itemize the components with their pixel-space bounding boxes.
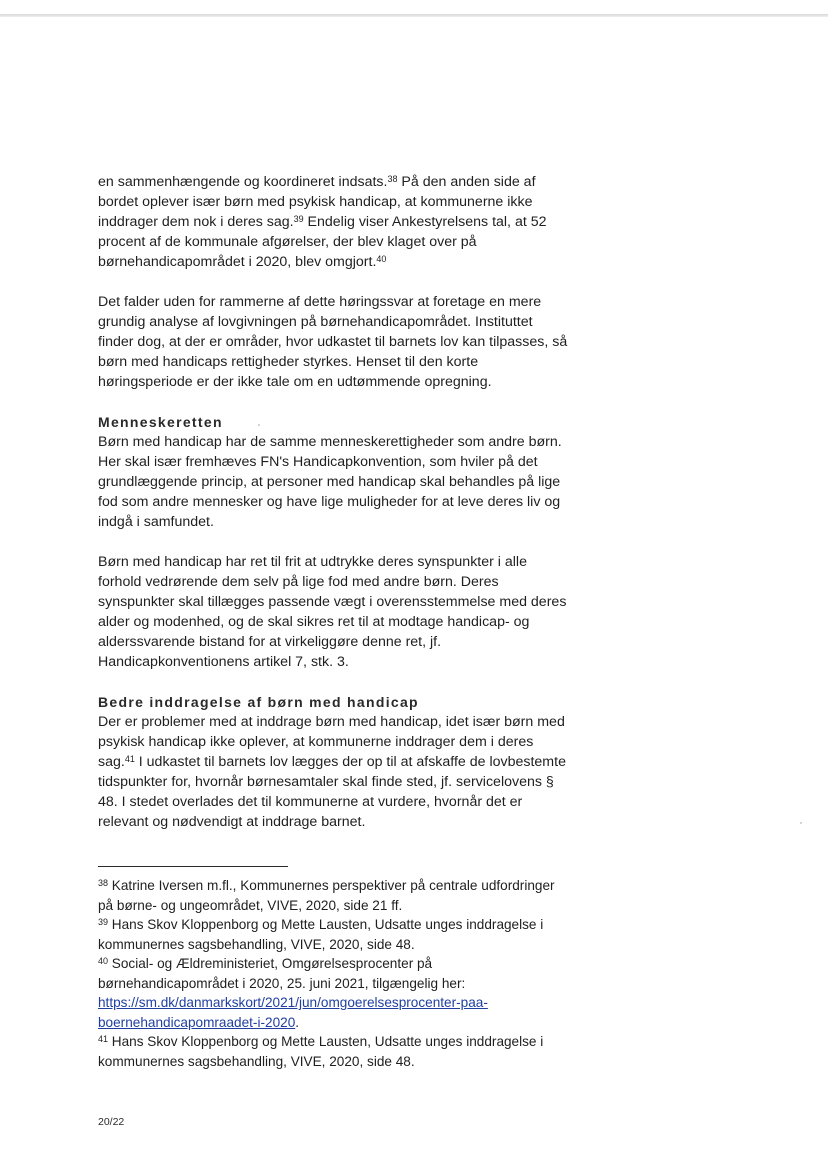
p5-text-b: I udkastet til barnets lov lægges der op til at afskaffe de lovbestemte tidspunkter for, hvornår børnesamtaler skal finde sted, jf. servicelovens § 48. I stedet overlades det til kommunerne at vurdere, hvornår det er relevant og nødvendigt at inddrage barnet. [98, 754, 566, 830]
footnote-text: Social- og Ældreministeriet, Omgørelsesprocenter på børnehandicapområdet i 2020, 25. juni 2021, tilgængelig her: [98, 956, 466, 991]
paragraph-4: Børn med handicap har ret til frit at udtrykke deres synspunkter i alle forhold vedrørende dem selv på lige fod med andre børn. Deres synspunkter skal tillægges passende vægt i overensstemmelse med deres alder og modenhed, og de skal sikres ret til at modtage handicap- og alderssvarende bistand for at virkeliggøre denne ret, jf. Handicapkonventionens artikel 7, stk. 3. [98, 554, 567, 670]
footnote-number: 41 [98, 1034, 109, 1044]
paragraph-5 [98, 712, 570, 832]
paragraph-1 [98, 172, 570, 272]
body-text [98, 172, 570, 832]
footnote-text: Katrine Iversen m.fl., Kommunernes perspektiver på centrale udfordringer på børne- og ungeområdet, VIVE, 2020, side 21 ff. [98, 878, 555, 913]
paragraph-2: Det falder uden for rammerne af dette høringssvar at foretage en mere grundig analyse af lovgivningen på børnehandicapområdet. Instituttet finder dog, at der er områder, hvor udkastet til barnets lov kan tilpasses, så børn med handicaps rettigheder styrkes. Henset til den korte høringsperiode er der ikke tale om en udtømmende opregning. [98, 294, 568, 390]
p1-text-a: en sammenhængende og koordineret indsats. [98, 174, 388, 190]
footnote-number: 38 [98, 878, 109, 888]
paragraph-3: Børn med handicap har de samme menneskerettigheder som andre børn. Her skal især fremhæves FN's Handicapkonvention, som hviler på det grundlæggende princip, at personer med handicap skal behandles på lige fod som andre mennesker og have lige muligheder for at leve deres liv og indgå i samfundet. [98, 434, 562, 530]
footnote-separator [98, 866, 288, 867]
page-number: 20/22 [98, 1116, 125, 1128]
footnote-text: Hans Skov Kloppenborg og Mette Lausten, Udsatte unges inddragelse i kommunernes sagsbehandling, VIVE, 2020, side 48. [98, 1034, 544, 1069]
footnote-number: 40 [98, 956, 109, 966]
scan-edge-line [0, 14, 828, 17]
footnote-41 [98, 1032, 570, 1071]
p1-text-b: På den anden side af bordet oplever især børn med psykisk handicap, at kommunerne ikke inddrager dem nok i deres sag. [98, 174, 536, 230]
footnote-link[interactable]: https://sm.dk/danmarkskort/2021/jun/omgoerelsesprocenter-paa-boernehandicapomraadet-i-2020 [98, 995, 488, 1030]
footnote-text-end: . [295, 1014, 300, 1030]
p1-text-c: Endelig viser Ankestyrelsens tal, at 52 procent af de kommunale afgørelser, der blev klaget over på børnehandicapområdet i 2020, blev omgjort. [98, 214, 547, 270]
heading-menneskeretten: Menneskeretten [98, 414, 223, 430]
p5-text-a: Der er problemer med at inddrage børn med handicap, idet især børn med psykisk handicap ikke oplever, at kommunerne inddrager dem i deres sag. [98, 714, 565, 770]
footnote-ref-39[interactable]: 39 [293, 214, 304, 224]
footnote-39 [98, 915, 570, 954]
footnote-40 [98, 954, 570, 1032]
footnote-ref-38[interactable]: 38 [387, 174, 398, 184]
footnote-text: Hans Skov Kloppenborg og Mette Lausten, Udsatte unges inddragelse i kommunernes sagsbehandling, VIVE, 2020, side 48. [98, 917, 544, 952]
heading-bedre-inddragelse: Bedre inddragelse af børn med handicap [98, 694, 419, 710]
footnote-number: 39 [98, 917, 109, 927]
scan-speck [800, 822, 802, 824]
footnote-ref-40[interactable]: 40 [376, 254, 387, 264]
footnote-38 [98, 876, 570, 915]
footnote-ref-41[interactable]: 41 [124, 754, 135, 764]
footnotes [98, 876, 570, 1071]
